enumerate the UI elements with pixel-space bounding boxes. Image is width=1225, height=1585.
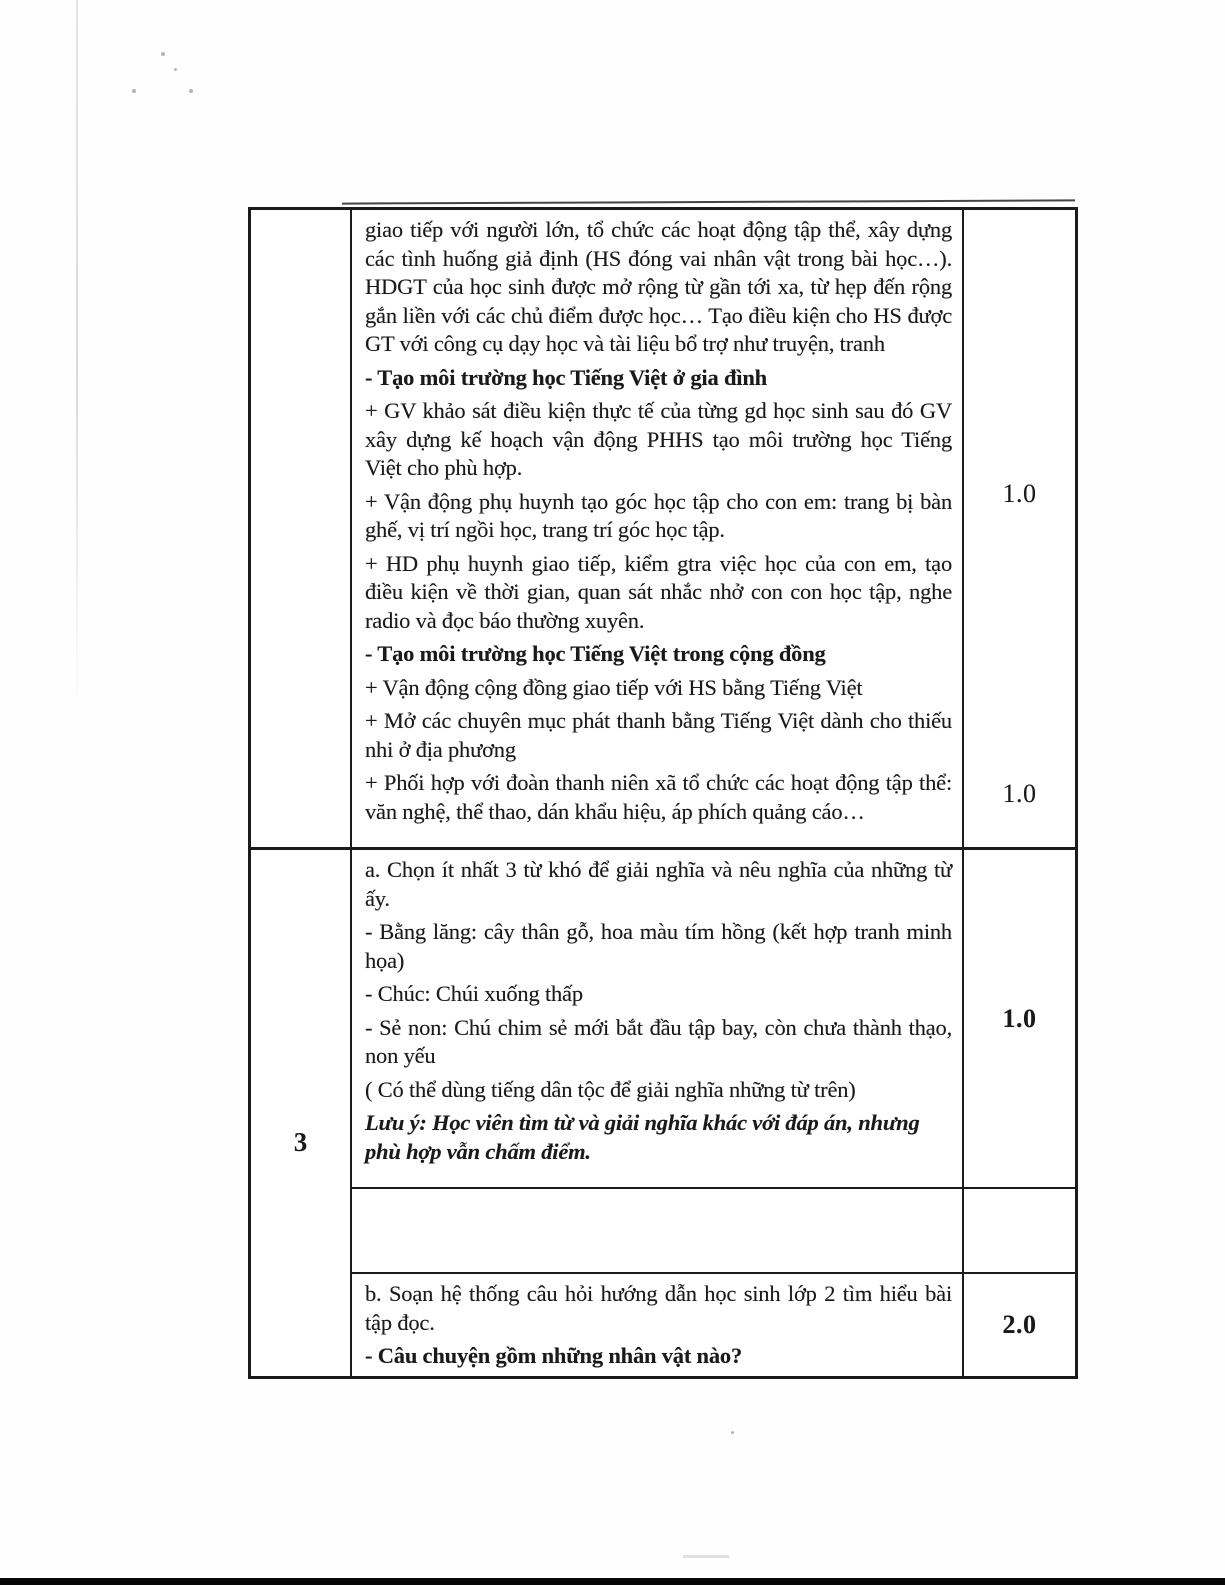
answer-content-cell-empty	[352, 1189, 964, 1272]
answer-content-cell	[352, 850, 964, 1187]
grading-rubric-table	[248, 207, 1078, 1379]
question-3-subrows	[352, 850, 1075, 1376]
question-number-cell	[251, 850, 352, 1376]
content-heading: - Câu chuyện gồm những nhân vật nào?	[365, 1343, 743, 1368]
scan-page-edge-shadow	[76, 0, 78, 712]
table-row-question-3	[251, 850, 1075, 1376]
scan-speck	[161, 52, 165, 56]
content-paragraph: - Bằng lăng: cây thân gỗ, hoa màu tím hồng (kết hợp tranh minh họa)	[365, 919, 952, 973]
content-paragraph: giao tiếp với người lớn, tổ chức các hoạt động tập thể, xây dựng các tình huống giả định (HS đóng vai nhân vật trong bài học…). HDGT của học sinh được mở rộng từ gần tới xa, từ hẹp đến rộng gắn liền với các chủ điểm được học… Tạo điều kiện cho HS được GT với công cụ dạy học và tài liệu bổ trợ như truyện, tranh	[365, 217, 952, 356]
scan-skew-line	[342, 199, 1075, 204]
content-heading: - Tạo môi trường học Tiếng Việt ở gia đình	[365, 364, 767, 390]
content-heading: - Tạo môi trường học Tiếng Việt trong cộng đồng	[365, 641, 826, 666]
scan-speck	[174, 68, 177, 71]
content-paragraph: ( Có thể dùng tiếng dân tộc để giải nghĩa những từ trên)	[365, 1076, 856, 1102]
content-paragraph: + Vận động cộng đồng giao tiếp với HS bằng Tiếng Việt	[365, 674, 863, 700]
subrow-empty	[352, 1189, 1075, 1274]
content-paragraph: - Chúc: Chúi xuống thấp	[365, 981, 583, 1006]
points-value: 1.0	[1002, 779, 1037, 808]
points-cell-empty	[964, 1189, 1075, 1272]
answer-content-cell	[352, 210, 964, 847]
subrow-part-a	[352, 850, 1075, 1189]
points-value: 2.0	[1002, 1310, 1037, 1339]
content-paragraph: + Phối hợp với đoàn thanh niên xã tổ chức các hoạt động tập thể: văn nghệ, thể thao, dán khẩu hiệu, áp phích quảng cáo…	[365, 770, 952, 824]
content-paragraph: + GV khảo sát điều kiện thực tế của từng gd học sinh sau đó GV xây dựng kế hoạch vận động PHHS tạo môi trường học Tiếng Việt cho phù hợp.	[365, 398, 952, 480]
scan-bottom-edge	[0, 1578, 1225, 1585]
content-paragraph: + HD phụ huynh giao tiếp, kiểm gtra việc học của con em, tạo điều kiện về thời gian, quan sát nhắc nhở con con học tập, nghe radio và đọc báo thường xuyên.	[365, 550, 952, 633]
content-paragraph: - Sẻ non: Chú chim sẻ mới bắt đầu tập bay, còn chưa thành thạo, non yếu	[365, 1014, 952, 1068]
points-cell	[964, 1274, 1075, 1376]
points-cell	[964, 850, 1075, 1187]
scan-speck	[189, 89, 193, 93]
points-value: 1.0	[1002, 1003, 1037, 1033]
subrow-part-b	[352, 1274, 1075, 1376]
points-cell	[964, 210, 1075, 847]
question-number: 3	[293, 1127, 308, 1157]
question-number-cell-empty	[251, 210, 352, 847]
content-paragraph: a. Chọn ít nhất 3 từ khó để giải nghĩa và nêu nghĩa của những từ ấy.	[365, 857, 952, 911]
content-paragraph: + Mở các chuyên mục phát thanh bằng Tiếng Việt dành cho thiếu nhi ở địa phương	[365, 708, 952, 762]
answer-content-cell	[352, 1274, 964, 1376]
grader-note: Lưu ý: Học viên tìm từ và giải nghĩa khác với đáp án, nhưng phù hợp vẫn chấm điểm.	[365, 1110, 920, 1164]
scan-speck	[132, 89, 136, 93]
scan-speck	[731, 1431, 734, 1434]
content-paragraph: b. Soạn hệ thống câu hỏi hướng dẫn học sinh lớp 2 tìm hiểu bài tập đọc.	[365, 1281, 952, 1335]
content-paragraph: + Vận động phụ huynh tạo góc học tập cho con em: trang bị bàn ghế, vị trí ngồi học, trang trí góc học tập.	[365, 488, 952, 542]
table-row-continuation	[251, 210, 1075, 850]
points-value: 1.0	[1002, 479, 1037, 508]
scan-smudge	[683, 1555, 729, 1558]
